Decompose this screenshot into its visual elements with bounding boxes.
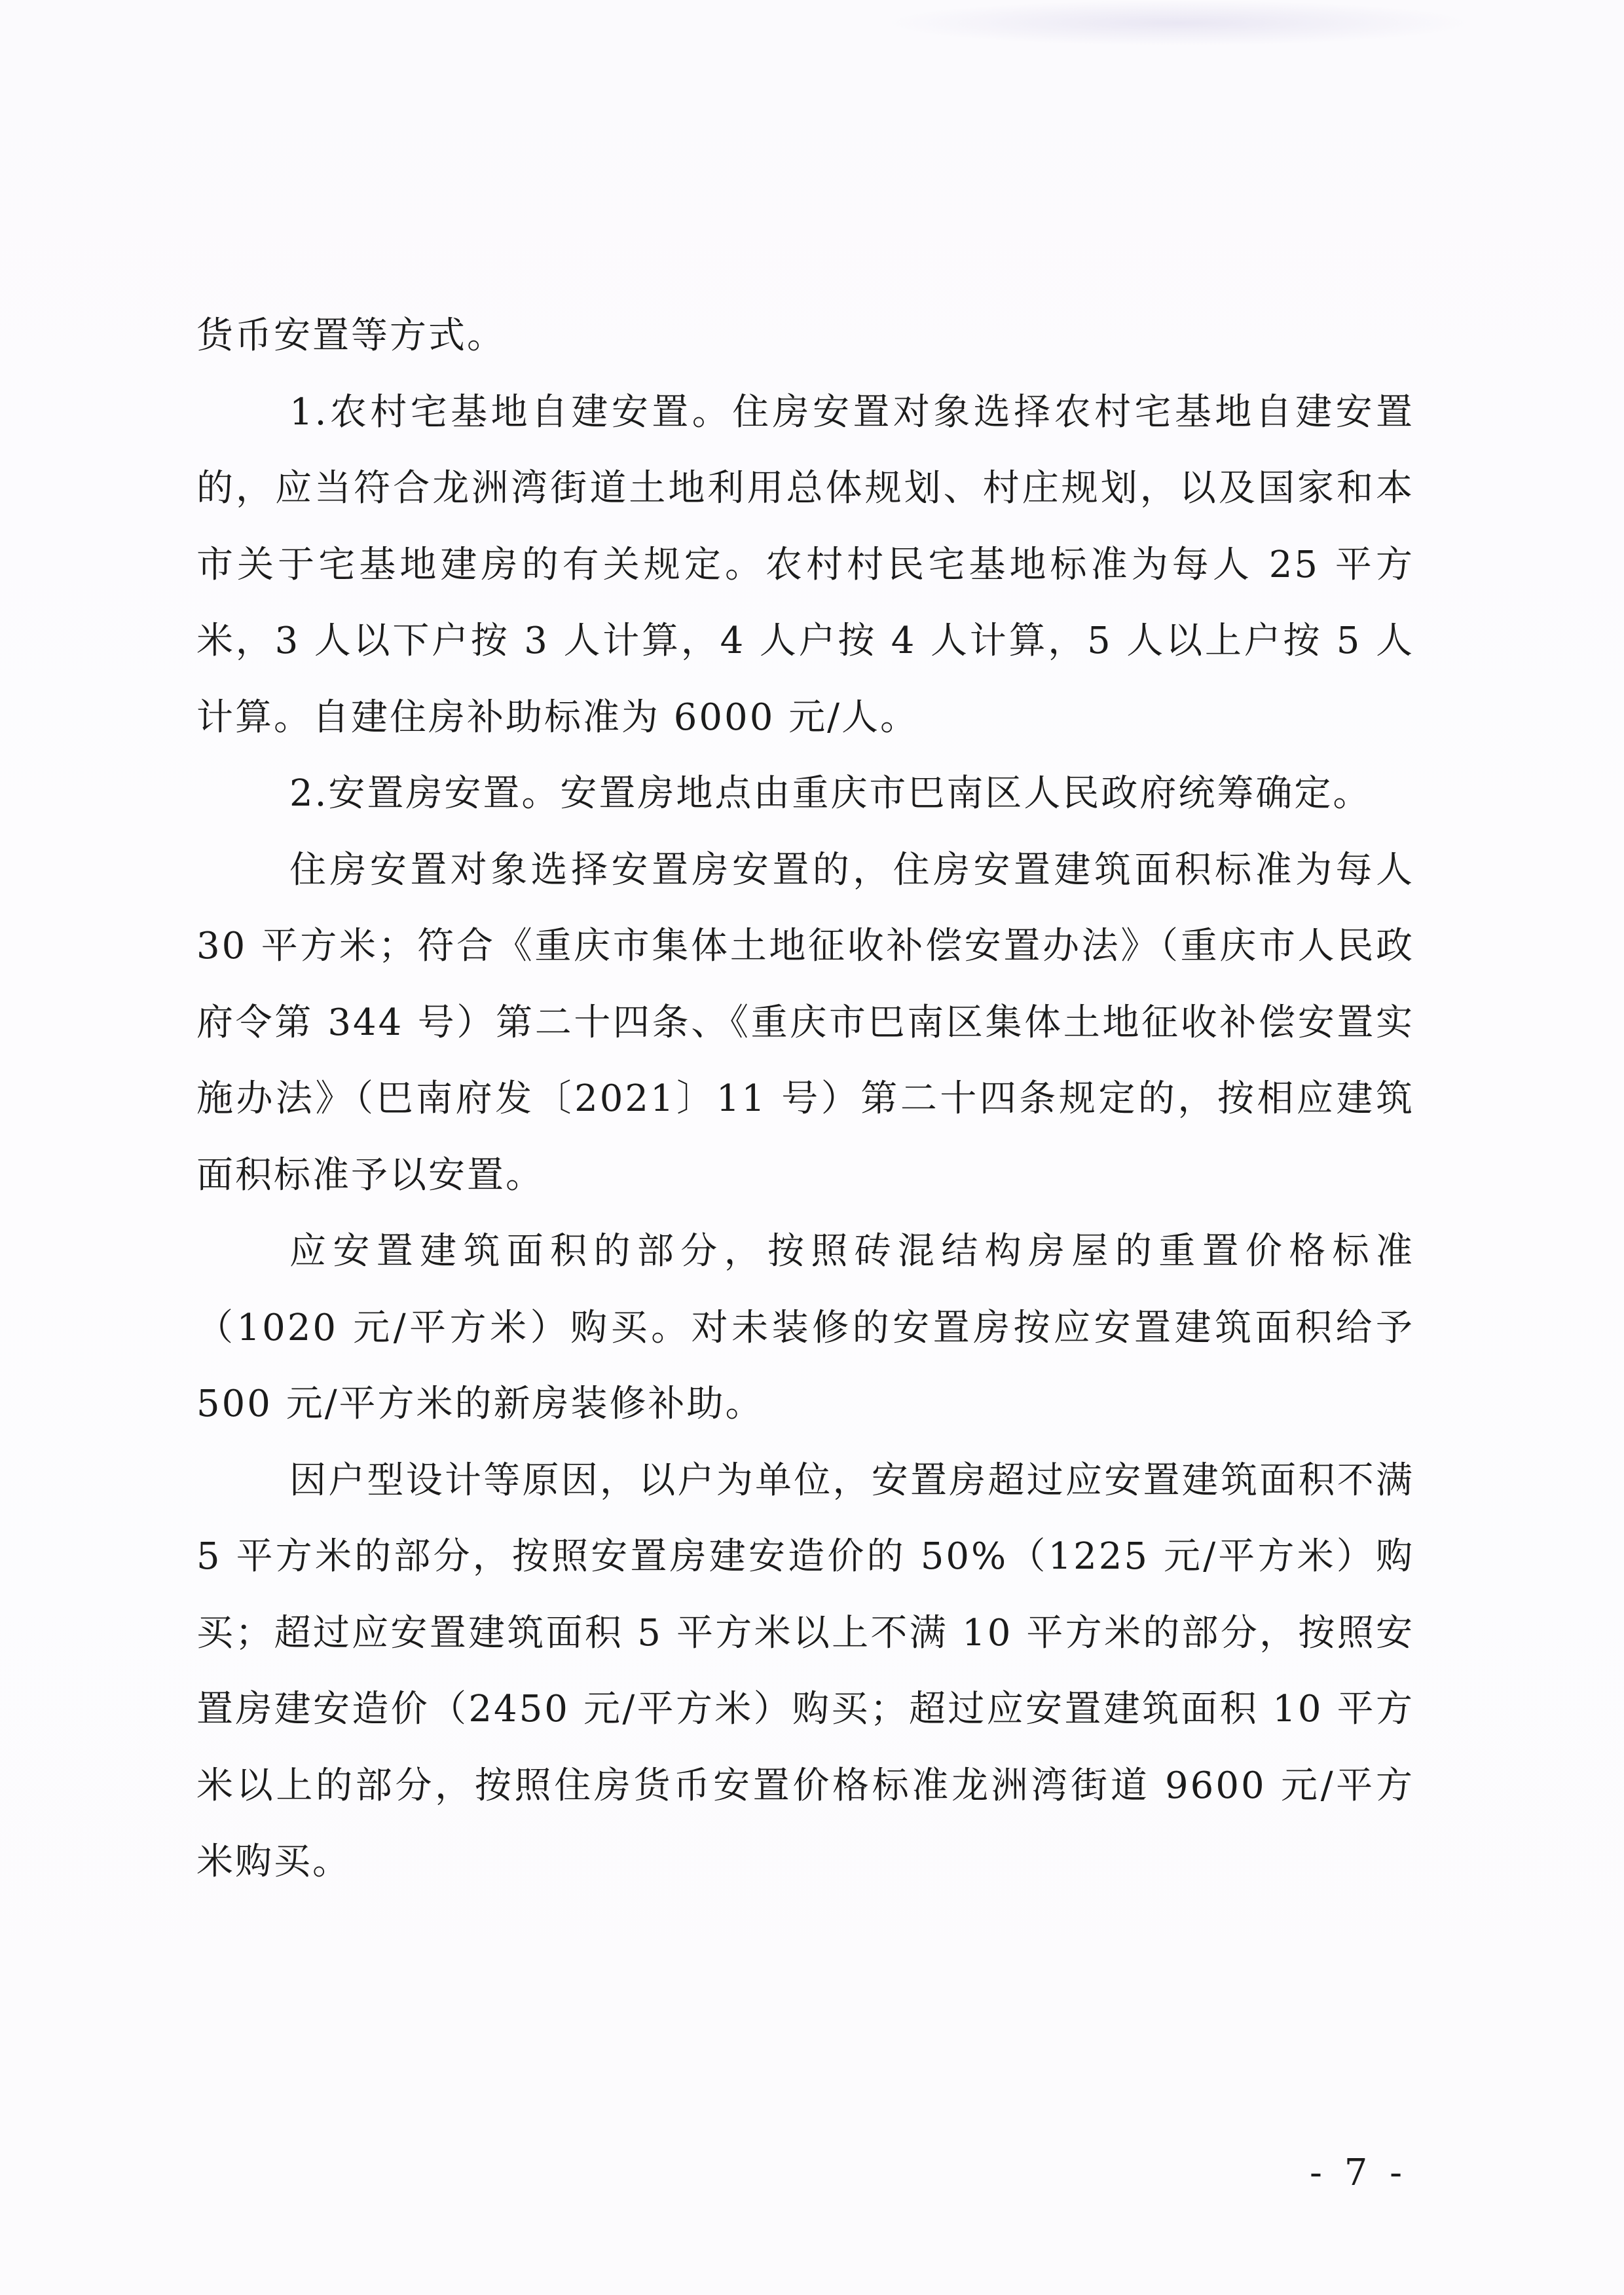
paragraph-purchase-price: 应安置建筑面积的部分，按照砖混结构房屋的重置价格标准（1020 元/平方米）购买。对未装修的安置房按应安置建筑面积给予 500 元/平方米的新房装修补助。 — [196, 1230, 1414, 1425]
paragraph-resettlement-housing: 2.安置房安置。安置房地点由重庆市巴南区人民政府统筹确定。 — [289, 772, 1372, 815]
document-body — [196, 298, 1414, 1901]
paragraph-continuation: 货币安置等方式。 — [196, 314, 506, 357]
paragraph-excess-area: 因户型设计等原因，以户为单位，安置房超过应安置建筑面积不满 5 平方米的部分，按照安置房建安造价的 50%（1225 元/平方米）购买；超过应安置建筑面积 5 平方米以上不满 10 平方米的部分，按照安置房建安造价（2450 元/平方米）购买；超过应安置建筑面积 10 平方米以上的部分，按照住房货币安置价格标准龙洲湾街道 9600 元/平方米购买。 — [196, 1459, 1414, 1883]
scan-artifact — [884, 0, 1473, 46]
paragraph-area-standard: 住房安置对象选择安置房安置的，住房安置建筑面积标准为每人 30 平方米；符合《重庆市集体土地征收补偿安置办法》（重庆市人民政府令第 344 号）第二十四条、《重庆市巴南区集体土地征收补偿安置实施办法》（巴南府发〔2021〕11 号）第二十四条规定的，按相应建筑面积标准予以安置。 — [196, 848, 1414, 1197]
paragraph-rural-homestead: 1.农村宅基地自建安置。住房安置对象选择农村宅基地自建安置的，应当符合龙洲湾街道土地利用总体规划、村庄规划，以及国家和本市关于宅基地建房的有关规定。农村村民宅基地标准为每人 25 平方米，3 人以下户按 3 人计算，4 人户按 4 人计算，5 人以上户按 5 人计算。自建住房补助标准为 6000 元/人。 — [196, 390, 1414, 739]
page-number: - 7 - — [1310, 2152, 1408, 2194]
